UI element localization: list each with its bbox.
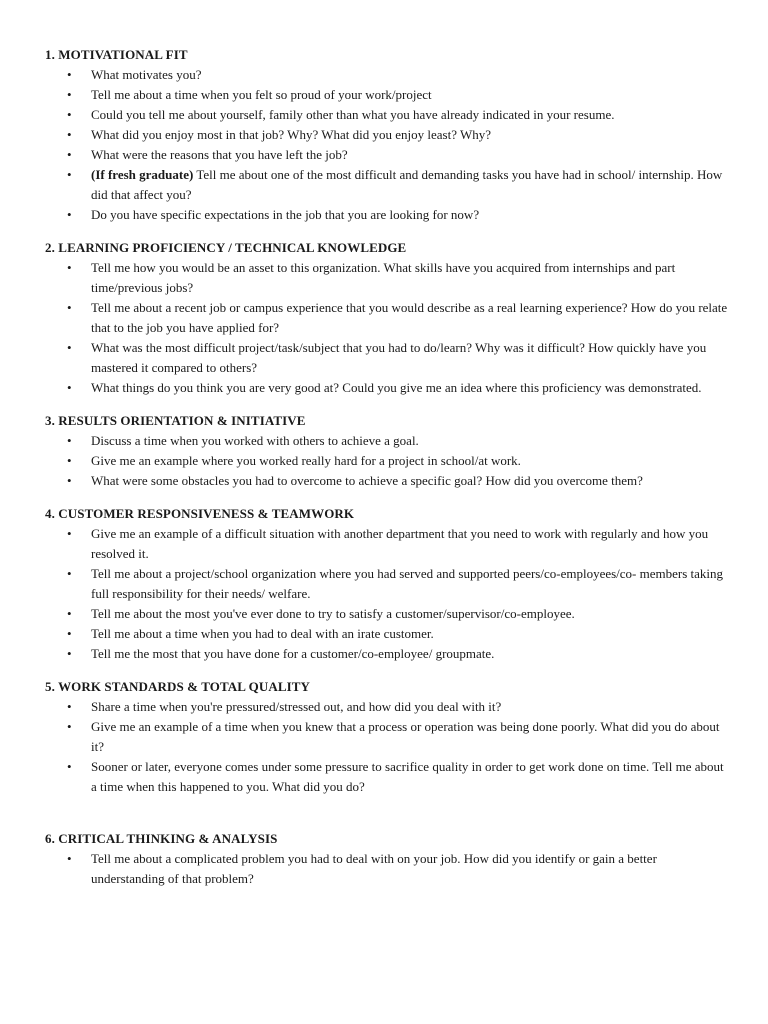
- question-text: Tell me about one of the most difficult and demanding tasks you have had in school/ internship. How did that affect you?: [91, 167, 723, 202]
- question-item: • Share a time when you're pressured/stressed out, and how did you deal with it?: [45, 697, 728, 717]
- section-motivational-fit: [45, 45, 728, 225]
- question-list: [45, 524, 728, 664]
- section-critical-thinking: [45, 829, 728, 889]
- question-list: [45, 65, 728, 225]
- question-list: [45, 697, 728, 797]
- section-heading: 6. CRITICAL THINKING & ANALYSIS: [45, 831, 278, 846]
- fresh-graduate-label: (If fresh graduate): [91, 167, 194, 182]
- question-item: [45, 165, 728, 205]
- section-heading: 4. CUSTOMER RESPONSIVENESS & TEAMWORK: [45, 506, 355, 521]
- question-item: • Tell me about a recent job or campus experience that you would describe as a real learning experience? How do you relate that to the job you have applied for?: [45, 298, 728, 338]
- question-item: • Give me an example of a difficult situation with another department that you need to work with regularly and how you resolved it.: [45, 524, 728, 564]
- section-customer-responsiveness: [45, 504, 728, 664]
- section-heading: 2. LEARNING PROFICIENCY / TECHNICAL KNOWLEDGE: [45, 240, 407, 255]
- question-item: • Do you have specific expectations in the job that you are looking for now?: [45, 205, 728, 225]
- question-list: [45, 258, 728, 398]
- question-item: • What was the most difficult project/task/subject that you had to do/learn? Why was it difficult? How quickly have you mastered it compared to others?: [45, 338, 728, 378]
- question-item: • What were some obstacles you had to overcome to achieve a specific goal? How did you overcome them?: [45, 471, 728, 491]
- question-item: • Tell me about a complicated problem you had to deal with on your job. How did you identify or gain a better understanding of that problem?: [45, 849, 728, 889]
- question-list: [45, 849, 728, 889]
- section-work-standards: [45, 677, 728, 797]
- question-item: • Sooner or later, everyone comes under some pressure to sacrifice quality in order to get work done on time. Tell me about a time when this happened to you. What did you do?: [45, 757, 728, 797]
- question-list: [45, 431, 728, 491]
- section-heading: 3. RESULTS ORIENTATION & INITIATIVE: [45, 413, 306, 428]
- section-results-orientation: [45, 411, 728, 491]
- section-heading: 5. WORK STANDARDS & TOTAL QUALITY: [45, 679, 311, 694]
- question-item: • What things do you think you are very good at? Could you give me an idea where this proficiency was demonstrated.: [45, 378, 728, 398]
- question-item: • Tell me about a time when you felt so proud of your work/project: [45, 85, 728, 105]
- question-item: • Tell me the most that you have done for a customer/co-employee/ groupmate.: [45, 644, 728, 664]
- question-item: • Tell me about the most you've ever done to try to satisfy a customer/supervisor/co-employee.: [45, 604, 728, 624]
- question-item: • Tell me about a time when you had to deal with an irate customer.: [45, 624, 728, 644]
- question-item: • What did you enjoy most in that job? Why? What did you enjoy least? Why?: [45, 125, 728, 145]
- question-item: • Tell me how you would be an asset to this organization. What skills have you acquired from internships and part time/previous jobs?: [45, 258, 728, 298]
- question-item: • Give me an example where you worked really hard for a project in school/at work.: [45, 451, 728, 471]
- section-learning-proficiency: [45, 238, 728, 398]
- question-item: • Could you tell me about yourself, family other than what you have already indicated in your resume.: [45, 105, 728, 125]
- question-item: • Give me an example of a time when you knew that a process or operation was being done poorly. What did you do about it?: [45, 717, 728, 757]
- question-item: • What were the reasons that you have left the job?: [45, 145, 728, 165]
- section-heading: 1. MOTIVATIONAL FIT: [45, 47, 188, 62]
- question-item: • What motivates you?: [45, 65, 728, 85]
- question-item: • Tell me about a project/school organization where you had served and supported peers/co-employees/co- members taking full responsibility for their needs/ welfare.: [45, 564, 728, 604]
- question-item: • Discuss a time when you worked with others to achieve a goal.: [45, 431, 728, 451]
